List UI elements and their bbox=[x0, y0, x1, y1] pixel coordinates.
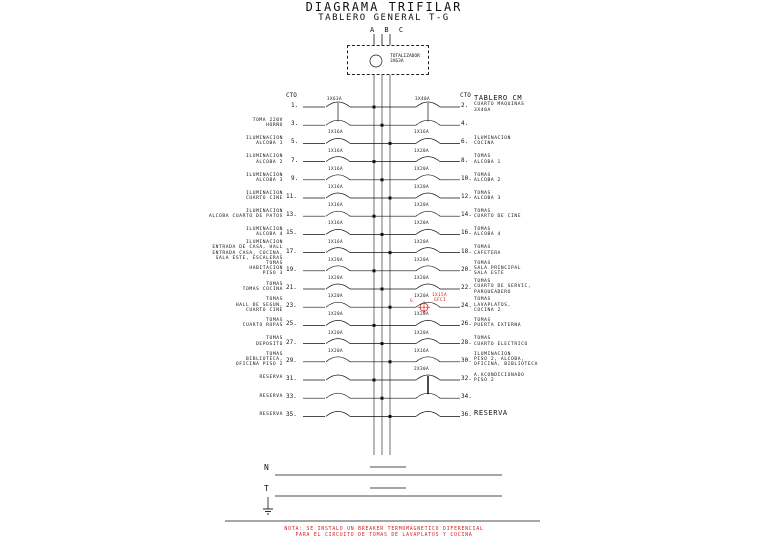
right-circuit-label: ALCOBA 4 bbox=[474, 232, 501, 238]
right-circuit-number: 6. bbox=[461, 138, 469, 146]
right-circuit-label: TOMAS bbox=[474, 261, 491, 266]
left-breaker-arc bbox=[326, 375, 350, 380]
right-breaker-rating: 1X20A bbox=[414, 221, 429, 227]
left-circuit-number: 19. bbox=[286, 265, 297, 273]
main-breaker-rating: 3X63A bbox=[390, 59, 404, 64]
left-breaker-arc bbox=[326, 411, 350, 416]
left-circuit-label: RESERVA bbox=[259, 411, 283, 417]
right-circuit-number: 32. bbox=[461, 375, 472, 382]
gfci-rating: 1X15A bbox=[432, 293, 447, 299]
right-circuit-number: 10. bbox=[461, 174, 472, 182]
right-circuit-label: RESERVA bbox=[474, 408, 508, 417]
diagram-subtitle: TABLERO GENERAL T-G bbox=[318, 13, 450, 23]
right-circuit-label: ILUMINACION bbox=[474, 352, 512, 357]
left-breaker-arc bbox=[326, 157, 350, 162]
left-breaker-arc bbox=[326, 248, 350, 253]
left-circuit-label: HALL DE SEGUN, bbox=[235, 302, 283, 308]
left-breaker-arc bbox=[326, 229, 350, 234]
footnote-line-1: NOTA: SE INSTALO UN BREAKER TERMOMAGNETICO DIFERENCIAL bbox=[284, 527, 484, 532]
left-circuit-label: ALCOBA CUARTO DE PATOS bbox=[208, 214, 283, 220]
right-circuit-number: 4. bbox=[461, 120, 469, 128]
left-circuit-number: 17. bbox=[286, 247, 297, 255]
phase-labels: A B C bbox=[370, 26, 407, 34]
left-circuit-label: TOMA 220V bbox=[252, 118, 283, 123]
left-circuit-label: TOMAS bbox=[266, 281, 283, 287]
left-circuit-label: TOMAS bbox=[266, 318, 283, 324]
left-circuit-label: BIBLIOTECA, bbox=[245, 357, 283, 363]
right-circuit-number: 14. bbox=[461, 211, 472, 219]
left-circuit-label: CUARTO CINE bbox=[245, 196, 283, 201]
left-circuit-label: ALCOBA 1 bbox=[256, 141, 283, 147]
right-circuit-label: PISO 2 bbox=[474, 378, 495, 383]
right-circuit-label: TOMAS bbox=[474, 279, 491, 285]
left-circuit-label: ILUMINACION bbox=[245, 154, 283, 160]
left-circuit-label: HABITACION bbox=[249, 266, 283, 272]
left-breaker-arc bbox=[326, 357, 350, 362]
left-circuit-label: ILUMINACION bbox=[245, 240, 283, 246]
left-circuit-number: 5. bbox=[291, 138, 299, 146]
left-circuit-label: CUARTO CINE bbox=[245, 307, 283, 313]
right-breaker-arc bbox=[416, 138, 440, 143]
right-circuit-label: TOMAS bbox=[474, 154, 491, 160]
right-breaker-rating: 1X20A bbox=[414, 203, 429, 209]
right-breaker-rating: 1X20A bbox=[414, 257, 429, 263]
left-breaker-rating: 1X16A bbox=[328, 203, 343, 209]
left-breaker-rating: 1X20A bbox=[328, 312, 343, 318]
left-circuit-label: PISO 3 bbox=[262, 271, 283, 277]
right-circuit-number: 2. bbox=[461, 102, 469, 109]
gfci-letter: G bbox=[410, 299, 413, 305]
right-breaker-arc bbox=[416, 357, 440, 362]
right-circuit-label: COCINA bbox=[474, 141, 495, 147]
right-circuit-number: 24. bbox=[461, 302, 472, 310]
right-circuit-number: 8. bbox=[461, 156, 469, 164]
left-breaker-arc bbox=[326, 211, 350, 216]
left-circuit-number: 33. bbox=[286, 393, 297, 401]
left-breaker-rating: 1X20A bbox=[328, 257, 343, 263]
main-breaker-label bbox=[390, 54, 420, 64]
left-circuit-number: 13. bbox=[286, 211, 297, 219]
left-circuit-label: ILUMINACION bbox=[245, 227, 283, 233]
left-circuit-number: 9. bbox=[291, 174, 299, 182]
left-breaker-rating: 1X20A bbox=[328, 294, 343, 300]
gfci-sub-label: GFCI bbox=[434, 298, 446, 304]
right-breaker-arc bbox=[416, 320, 440, 325]
right-breaker-rating: 1X20A bbox=[414, 330, 429, 336]
left-breaker-arc bbox=[326, 339, 350, 344]
left-breaker-rating: 1X20A bbox=[328, 348, 343, 354]
right-breaker-rating: 1X20A bbox=[414, 312, 429, 318]
right-circuit-label: COCINA 2 bbox=[474, 307, 501, 313]
right-breaker-rating: 1X16A bbox=[414, 348, 429, 354]
right-circuit-number: 18. bbox=[461, 247, 472, 255]
left-circuit-number: 3. bbox=[291, 120, 299, 128]
right-circuit-label: OFICINA, BIBLIOTECA bbox=[474, 362, 538, 368]
left-breaker-rating: 1X16A bbox=[328, 185, 343, 190]
left-circuit-number: 27. bbox=[286, 338, 297, 346]
right-breaker-arc bbox=[416, 411, 440, 416]
right-circuit-label: CAFETERA bbox=[474, 250, 501, 256]
left-circuit-label: ALCOBA 2 bbox=[256, 159, 283, 165]
right-breaker-arc bbox=[416, 248, 440, 253]
right-circuit-label: TOMAS bbox=[474, 245, 491, 251]
right-circuit-label: ILUMINACION bbox=[474, 136, 512, 142]
left-circuit-number: 11. bbox=[286, 193, 297, 200]
left-circuit-label: RESERVA bbox=[259, 375, 283, 381]
right-circuit-label: TABLERO CM bbox=[474, 94, 523, 103]
right-column-header: CTO bbox=[460, 92, 471, 99]
right-breaker-arc bbox=[416, 229, 440, 234]
left-breaker-arc bbox=[326, 266, 350, 271]
right-top-rating: 3X40A bbox=[415, 97, 430, 102]
left-circuit-number: 25. bbox=[286, 320, 297, 328]
left-circuit-label: SALA ESTE, ESCALERAS bbox=[215, 255, 283, 261]
right-circuit-number: 28. bbox=[461, 338, 472, 346]
left-breaker-rating: 1X16A bbox=[328, 148, 343, 154]
left-circuit-label: ILUMINACION bbox=[245, 136, 283, 142]
left-circuit-label: HORNO bbox=[266, 123, 283, 129]
left-circuit-number: 15. bbox=[286, 229, 297, 237]
right-circuit-number: 30. bbox=[461, 356, 472, 364]
right-circuit-label: ALCOBA 1 bbox=[474, 159, 501, 165]
right-breaker-arc bbox=[416, 157, 440, 162]
footnote-line-2: PARA EL CIRCUITO DE TOMAS DE LAVAPLATOS Y COCINA bbox=[295, 533, 473, 538]
left-circuit-label: ILUMINACION bbox=[245, 172, 283, 178]
left-circuit-number: 23. bbox=[286, 302, 297, 310]
left-circuit-number: 1. bbox=[291, 102, 299, 109]
left-circuit-label: TOMAS bbox=[266, 352, 283, 357]
diagram-title: DIAGRAMA TRIFILAR bbox=[305, 0, 463, 14]
left-breaker-rating: 1X20A bbox=[328, 276, 343, 281]
neutral-bus-label: N bbox=[264, 463, 269, 472]
left-circuit-label: ALCOBA 4 bbox=[256, 232, 283, 238]
left-breaker-arc bbox=[326, 320, 350, 325]
left-circuit-label: TOMAS bbox=[266, 297, 283, 303]
right-breaker-rating: 1X20A bbox=[414, 294, 429, 300]
left-circuit-label: TOMAS bbox=[266, 336, 283, 342]
left-breaker-arc bbox=[326, 284, 350, 289]
footnote bbox=[0, 527, 768, 539]
left-breaker-arc bbox=[326, 175, 350, 180]
left-circuit-label: DEPOSITO bbox=[256, 341, 283, 347]
left-circuit-label: ILUMINACION bbox=[245, 209, 283, 214]
right-circuit-label: TOMAS bbox=[474, 209, 491, 214]
left-circuit-label: RESERVA bbox=[259, 393, 283, 399]
right-breaker-arc bbox=[416, 266, 440, 271]
right-circuit-label: PARQUEADERO bbox=[474, 289, 512, 295]
main-breaker-name: TOTALIZADOR bbox=[390, 54, 420, 59]
right-circuit-number: 20. bbox=[461, 265, 472, 273]
right-breaker-rating: 1X20A bbox=[414, 276, 429, 281]
right-circuit-label: CUARTO DE CINE bbox=[474, 214, 522, 220]
right-circuit-number: 12. bbox=[461, 193, 472, 200]
right-circuit-label: 3X40A bbox=[474, 107, 491, 113]
right-breaker-rating: 2X30A bbox=[414, 367, 429, 372]
left-circuit-number: 31. bbox=[286, 375, 297, 382]
right-circuit-label: TOMAS bbox=[474, 227, 491, 233]
left-breaker-rating: 1X16A bbox=[328, 166, 343, 172]
right-breaker-rating: 1X20A bbox=[414, 148, 429, 154]
left-breaker-arc bbox=[326, 138, 350, 143]
right-circuit-number: 36. bbox=[461, 411, 472, 419]
left-breaker-rating: 1X16A bbox=[328, 221, 343, 227]
right-circuit-label: TOMAS bbox=[474, 172, 491, 178]
right-circuit-label: CUARTO ELECTRICO bbox=[474, 341, 528, 347]
right-circuit-label: CUARTO DE SERVIC, bbox=[474, 284, 532, 290]
right-circuit-label: PUERTA EXTERNA bbox=[474, 323, 522, 329]
right-circuit-label: ALCOBA 3 bbox=[474, 196, 501, 201]
right-breaker-rating: 1X20A bbox=[414, 185, 429, 190]
left-breaker-arc bbox=[326, 302, 350, 307]
right-breaker-arc bbox=[416, 175, 440, 180]
right-circuit-label: TOMAS bbox=[474, 318, 491, 324]
right-circuit-number: 22. bbox=[461, 284, 472, 291]
right-circuit-label: SALA PRINCIPAL bbox=[474, 266, 522, 272]
left-breaker-arc bbox=[326, 193, 350, 198]
left-circuit-number: 21. bbox=[286, 284, 297, 291]
right-circuit-number: 16. bbox=[461, 229, 472, 237]
right-circuit-label: TOMAS bbox=[474, 297, 491, 303]
left-circuit-label: CUARTO ROPAS bbox=[242, 323, 283, 329]
right-breaker-arc bbox=[416, 284, 440, 289]
left-circuit-label: ALCOBA 3 bbox=[256, 177, 283, 183]
ground-bus-label: T bbox=[264, 484, 269, 493]
right-circuit-label: LAVAPLATOS, bbox=[474, 302, 512, 308]
left-circuit-label: TOMAS bbox=[266, 261, 283, 266]
right-breaker-rating: 1X16A bbox=[414, 130, 429, 136]
left-breaker-rating: 1X16A bbox=[328, 239, 343, 245]
left-breaker-rating: 1X20A bbox=[328, 330, 343, 336]
left-circuit-number: 35. bbox=[286, 411, 297, 419]
left-top-rating: 3X63A bbox=[327, 97, 342, 102]
left-breaker-rating: 1X16A bbox=[328, 130, 343, 136]
right-circuit-label: ALCOBA 2 bbox=[474, 177, 501, 183]
left-circuit-label: ENTRADA DE CASA, HALL bbox=[212, 245, 283, 251]
right-circuit-label: A.ACONDICIONADO bbox=[474, 372, 525, 378]
left-circuit-label: TOMAS COCINA bbox=[242, 287, 283, 292]
right-circuit-label: CUARTO MAQUINAS bbox=[474, 102, 525, 108]
right-circuit-number: 26. bbox=[461, 320, 472, 328]
right-circuit-number: 34. bbox=[461, 393, 472, 401]
left-circuit-label: OFICINA PISO 2 bbox=[235, 362, 283, 368]
left-column-header: CTO bbox=[286, 92, 297, 99]
left-circuit-label: ENTRADA CASA, COCINA, bbox=[212, 250, 283, 256]
right-breaker-rating: 1X20A bbox=[414, 239, 429, 245]
right-breaker-arc bbox=[416, 339, 440, 344]
right-circuit-label: PISO 2, ALCOBA, bbox=[474, 357, 525, 363]
right-circuit-label: TOMAS bbox=[474, 190, 491, 196]
right-breaker-arc bbox=[416, 193, 440, 198]
right-breaker-rating: 1X20A bbox=[414, 166, 429, 172]
left-circuit-number: 29. bbox=[286, 356, 297, 364]
right-circuit-label: SALA ESTE bbox=[474, 271, 505, 277]
right-breaker-arc bbox=[416, 211, 440, 216]
right-circuit-label: TOMAS bbox=[474, 336, 491, 342]
left-circuit-number: 7. bbox=[291, 156, 299, 164]
left-breaker-arc bbox=[326, 393, 350, 398]
left-circuit-label: ILUMINACION bbox=[245, 190, 283, 196]
